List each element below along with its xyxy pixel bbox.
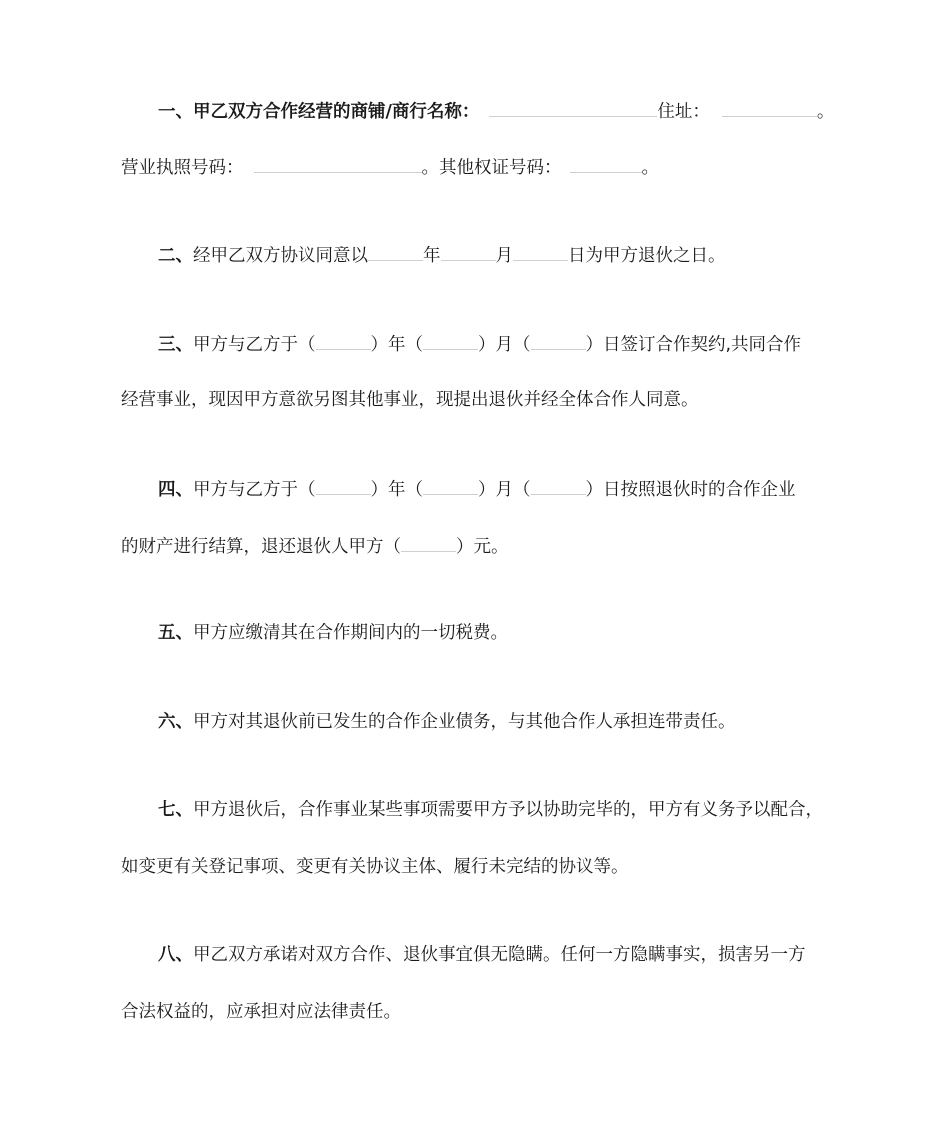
clause-8-line-2 [0, 1000, 950, 1024]
address-blank[interactable] [722, 98, 817, 117]
shop-name-blank[interactable] [489, 98, 657, 117]
clause-3-month: ）月（ [478, 335, 531, 355]
clause-1-line-1 [0, 98, 950, 124]
clause-2 [0, 242, 950, 268]
clause-6-number: 六、 [158, 712, 193, 732]
clause-3-number: 三、 [158, 335, 193, 355]
clause-4-text-line-2a: 的财产进行结算，退还退伙人甲方（ [121, 537, 401, 557]
contract-month-blank[interactable] [423, 331, 478, 350]
withdraw-day-blank[interactable] [513, 242, 568, 261]
clause-1-number: 一、 [158, 102, 193, 122]
clause-1-label: 甲乙双方合作经营的商铺/商行名称： [193, 102, 480, 122]
clause-4-line-2 [0, 533, 950, 559]
clause-1-line-2 [0, 154, 950, 180]
settle-day-blank[interactable] [531, 476, 586, 495]
clause-5-text: 甲方应缴清其在合作期间内的一切税费。 [193, 623, 508, 643]
clause-7-number: 七、 [158, 800, 193, 820]
contract-day-blank[interactable] [531, 331, 586, 350]
clause-7-line-1 [0, 798, 950, 822]
clause-3-year: ）年（ [370, 335, 423, 355]
settle-month-blank[interactable] [423, 476, 478, 495]
clause-2-number: 二、 [158, 246, 193, 266]
clause-2-day: 日为甲方退伙之日。 [568, 246, 726, 266]
clause-1-end-period: 。 [641, 158, 659, 178]
settle-year-blank[interactable] [316, 476, 371, 495]
clause-7-text: 甲方退伙后，合作事业某些事项需要甲方予以协助完毕的，甲方有义务予以配合， [193, 800, 823, 820]
clause-8-text: 甲乙双方承诺对双方合作、退伙事宜俱无隐瞒。任何一方隐瞒事实，损害另一方 [193, 945, 806, 965]
clause-4-text-line-2b: ）元。 [456, 537, 509, 557]
clause-7-line-2 [0, 855, 950, 879]
clause-3-line-2 [0, 388, 950, 412]
contract-year-blank[interactable] [316, 331, 371, 350]
clause-2-month: 月 [495, 246, 513, 266]
clause-3-text-a: 甲方与乙方于（ [193, 335, 316, 355]
clause-6-text: 甲方对其退伙前已发生的合作企业债务，与其他合作人承担连带责任。 [193, 712, 736, 732]
clause-4-line-1 [0, 476, 950, 502]
clause-3-day: ）日签订合作契约,共同合作 [585, 335, 802, 355]
clause-3-line-1 [0, 331, 950, 357]
refund-amount-blank[interactable] [401, 533, 456, 552]
clause-7-text-line-2: 如变更有关登记事项、变更有关协议主体、履行未完结的协议等。 [121, 857, 629, 877]
other-cert-label: 。其他权证号码： [421, 158, 562, 178]
license-number-blank[interactable] [254, 154, 422, 173]
clause-8-line-1 [0, 943, 950, 967]
address-label: 住址： [657, 102, 710, 122]
other-cert-blank[interactable] [570, 154, 642, 173]
clause-4-day: ）日按照退伙时的合作企业 [585, 480, 796, 500]
clause-1-period: 。 [816, 102, 835, 122]
clause-5-number: 五、 [158, 623, 193, 643]
clause-4-number: 四、 [158, 480, 193, 500]
clause-4-year: ）年（ [370, 480, 423, 500]
clause-6 [0, 710, 950, 734]
clause-2-year: 年 [423, 246, 441, 266]
license-label: 营业执照号码： [121, 158, 244, 178]
withdraw-year-blank[interactable] [368, 242, 423, 261]
clause-5 [0, 621, 950, 645]
clause-8-number: 八、 [158, 945, 193, 965]
clause-8-text-line-2: 合法权益的，应承担对应法律责任。 [121, 1002, 401, 1022]
withdraw-month-blank[interactable] [441, 242, 496, 261]
clause-4-month: ）月（ [478, 480, 531, 500]
clause-3-text-line-2: 经营事业，现因甲方意欲另图其他事业，现提出退伙并经全体合作人同意。 [121, 390, 699, 410]
clause-2-text-a: 经甲乙双方协议同意以 [193, 246, 368, 266]
clause-4-text-a: 甲方与乙方于（ [193, 480, 316, 500]
